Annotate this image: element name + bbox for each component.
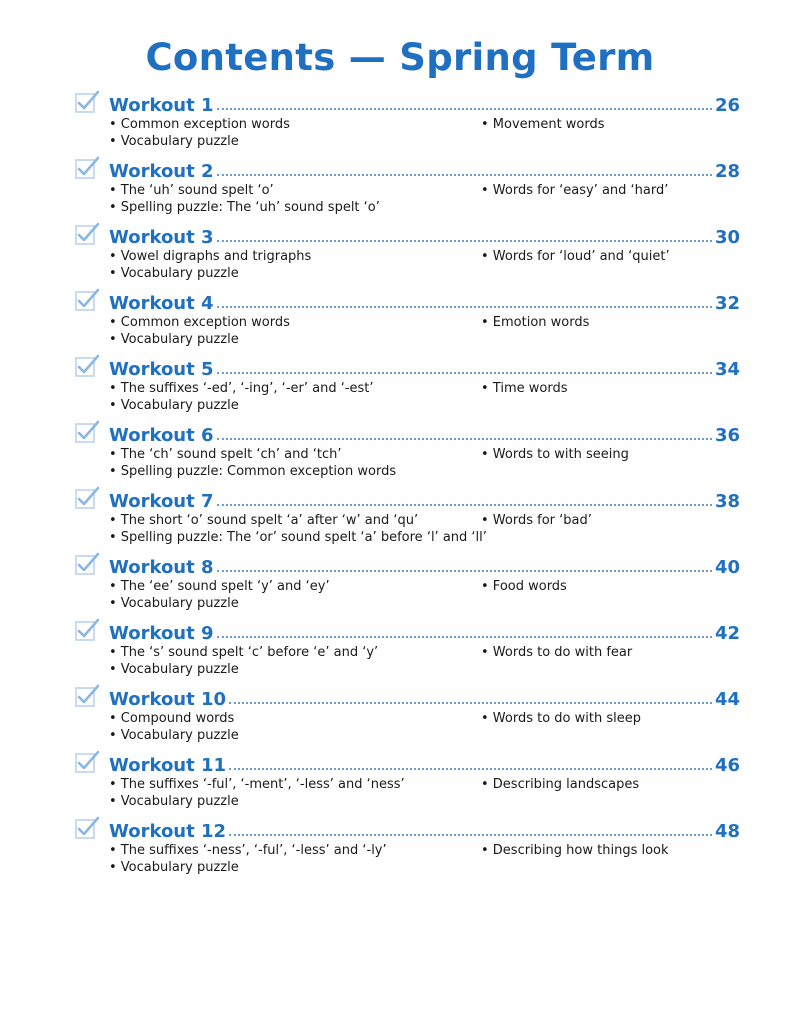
topic-column-left [109, 380, 477, 414]
workout-header [109, 284, 740, 314]
topic-item: • Describing how things look [481, 843, 669, 858]
dot-leader [217, 306, 712, 308]
checked-box-icon [75, 684, 99, 708]
topic-item: • The suffixes ‘-ness’, ‘-ful’, ‘-less’ and ‘-ly’ [109, 843, 387, 858]
workout-title: Workout 1 [109, 95, 214, 116]
topic-item: • Words for ‘bad’ [481, 513, 592, 528]
topic-column-left [109, 842, 477, 876]
workout-header [109, 680, 740, 710]
workout-entry [75, 548, 740, 614]
workout-title: Workout 2 [109, 161, 214, 182]
page-number: 28 [714, 161, 740, 182]
topic-item: • The ‘ch’ sound spelt ‘ch’ and ‘tch’ [109, 447, 342, 462]
topic-item: • Compound words [109, 711, 235, 726]
workout-entry [75, 746, 740, 812]
checked-box-icon [75, 90, 99, 114]
topic-item: • Time words [481, 381, 568, 396]
dot-leader [217, 570, 712, 572]
checked-box-icon [75, 288, 99, 312]
topic-column-left [109, 248, 477, 282]
workout-header [109, 218, 740, 248]
workout-title: Workout 5 [109, 359, 214, 380]
dot-leader [229, 702, 712, 704]
topic-column-right [481, 578, 740, 595]
topic-item: • Vocabulary puzzle [109, 860, 239, 875]
topic-item: • The short ‘o’ sound spelt ‘a’ after ‘w’ and ‘qu’ [109, 513, 419, 528]
page-number: 42 [714, 623, 740, 644]
page-number: 46 [714, 755, 740, 776]
topic-column-right [481, 248, 740, 265]
page-number: 48 [714, 821, 740, 842]
topic-item: • Emotion words [481, 315, 590, 330]
checked-box-icon [75, 222, 99, 246]
workout-entry [75, 416, 740, 482]
workout-entry [75, 680, 740, 746]
topic-item: • The ‘ee’ sound spelt ‘y’ and ‘ey’ [109, 579, 330, 594]
topic-column-left [109, 182, 477, 216]
topic-column-left [109, 710, 477, 744]
topic-column-right [481, 644, 740, 661]
workout-header [109, 482, 740, 512]
workout-entry [75, 482, 740, 548]
dot-leader [217, 174, 712, 176]
workout-header [109, 614, 740, 644]
topic-column-left [109, 116, 477, 150]
topic-item: • The suffixes ‘-ful’, ‘-ment’, ‘-less’ and ‘ness’ [109, 777, 405, 792]
workout-entry [75, 614, 740, 680]
checked-box-icon [75, 816, 99, 840]
topic-item: • Common exception words [109, 117, 290, 132]
page-number: 36 [714, 425, 740, 446]
workout-entry [75, 350, 740, 416]
topic-item: • Spelling puzzle: The ‘uh’ sound spelt ‘o’ [109, 200, 380, 215]
topic-column-right [481, 512, 740, 529]
topic-column-right [481, 446, 740, 463]
topic-item: • The suffixes ‘-ed’, ‘-ing’, ‘-er’ and ‘-est’ [109, 381, 374, 396]
workout-title: Workout 6 [109, 425, 214, 446]
workout-title: Workout 12 [109, 821, 227, 842]
topic-item: • Words to with seeing [481, 447, 629, 462]
page-number: 40 [714, 557, 740, 578]
dot-leader [217, 372, 712, 374]
topic-item: • Vocabulary puzzle [109, 398, 239, 413]
workout-title: Workout 3 [109, 227, 214, 248]
checked-box-icon [75, 750, 99, 774]
topic-column-right [481, 182, 740, 199]
dot-leader [229, 834, 712, 836]
checked-box-icon [75, 486, 99, 510]
workout-title: Workout 7 [109, 491, 214, 512]
page-title: Contents — Spring Term [145, 36, 655, 79]
topic-item: • Common exception words [109, 315, 290, 330]
checked-box-icon [75, 618, 99, 642]
workout-title: Workout 10 [109, 689, 227, 710]
page-number: 26 [714, 95, 740, 116]
topic-column-left [109, 446, 477, 480]
workout-entry [75, 218, 740, 284]
workout-header [109, 152, 740, 182]
topic-column-left [109, 776, 477, 810]
topic-item: • Words for ‘loud’ and ‘quiet’ [481, 249, 670, 264]
page-number: 44 [714, 689, 740, 710]
topic-column-right [481, 710, 740, 727]
topic-item: • Spelling puzzle: Common exception words [109, 464, 397, 479]
workout-entry [75, 812, 740, 878]
topic-item: • Vowel digraphs and trigraphs [109, 249, 312, 264]
workout-entry [75, 86, 740, 152]
topic-column-right [481, 842, 740, 859]
topic-column-left [109, 512, 487, 546]
topic-item: • Vocabulary puzzle [109, 662, 239, 677]
dot-leader [217, 108, 712, 110]
page-number: 34 [714, 359, 740, 380]
workout-header [109, 416, 740, 446]
topic-column-left [109, 578, 477, 612]
topic-item: • Vocabulary puzzle [109, 794, 239, 809]
topic-item: • Food words [481, 579, 567, 594]
topic-item: • Vocabulary puzzle [109, 728, 239, 743]
workout-entry [75, 284, 740, 350]
page-number: 38 [714, 491, 740, 512]
topic-item: • Words to do with fear [481, 645, 633, 660]
dot-leader [229, 768, 712, 770]
topic-item: • Vocabulary puzzle [109, 266, 239, 281]
checked-box-icon [75, 156, 99, 180]
topic-item: • Words to do with sleep [481, 711, 641, 726]
dot-leader [217, 438, 712, 440]
topic-column-right [481, 116, 740, 133]
workout-title: Workout 8 [109, 557, 214, 578]
checked-box-icon [75, 354, 99, 378]
checked-box-icon [75, 420, 99, 444]
topic-column-left [109, 644, 477, 678]
topic-column-right [481, 380, 740, 397]
workout-title: Workout 9 [109, 623, 214, 644]
workout-title: Workout 4 [109, 293, 214, 314]
workout-header [109, 548, 740, 578]
contents-list [75, 86, 740, 878]
topic-item: • Vocabulary puzzle [109, 332, 239, 347]
workout-header [109, 86, 740, 116]
dot-leader [217, 240, 712, 242]
topic-item: • Spelling puzzle: The ‘or’ sound spelt ‘a’ before ‘l’ and ‘ll’ [109, 530, 487, 545]
topic-item: • The ‘s’ sound spelt ‘c’ before ‘e’ and ‘y’ [109, 645, 379, 660]
workout-header [109, 350, 740, 380]
topic-column-right [481, 314, 740, 331]
page-number: 32 [714, 293, 740, 314]
topic-item: • Movement words [481, 117, 605, 132]
page-number: 30 [714, 227, 740, 248]
topic-item: • Vocabulary puzzle [109, 596, 239, 611]
workout-title: Workout 11 [109, 755, 227, 776]
topic-item: • Vocabulary puzzle [109, 134, 239, 149]
checked-box-icon [75, 552, 99, 576]
topic-column-right [481, 776, 740, 793]
workout-entry [75, 152, 740, 218]
workout-header [109, 746, 740, 776]
topic-column-left [109, 314, 477, 348]
topic-item: • Describing landscapes [481, 777, 640, 792]
dot-leader [217, 636, 712, 638]
workout-header [109, 812, 740, 842]
topic-item: • Words for ‘easy’ and ‘hard’ [481, 183, 669, 198]
dot-leader [217, 504, 712, 506]
topic-item: • The ‘uh’ sound spelt ‘o’ [109, 183, 274, 198]
